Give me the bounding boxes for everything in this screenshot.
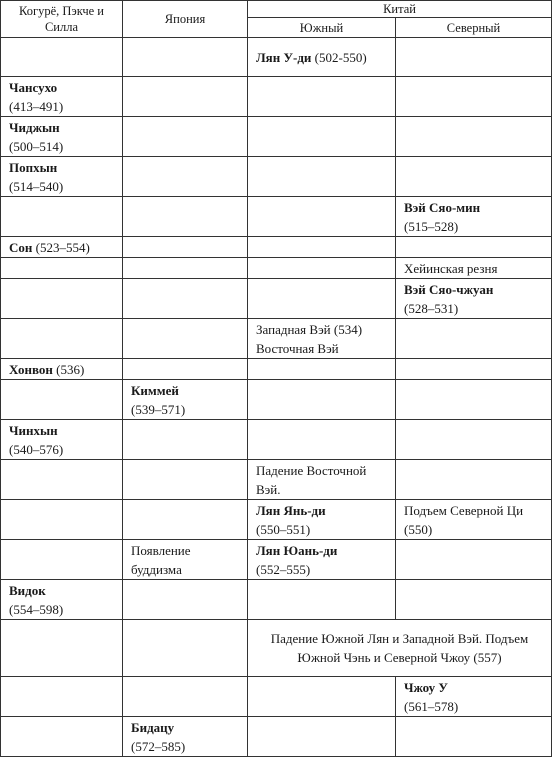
cell-korea: Хонвон (536) <box>1 359 123 380</box>
cell-japan: Киммей (539–571) <box>123 380 248 420</box>
cell-japan <box>123 197 248 237</box>
cell-north: Вэй Сяо-мин (515–528) <box>396 197 552 237</box>
cell-korea <box>1 540 123 580</box>
cell-north: Чжоу У (561–578) <box>396 677 552 717</box>
header-japan: Япония <box>123 1 248 38</box>
cell-korea: Чинхын (540–576) <box>1 420 123 460</box>
cell-japan: Появление буддизма <box>123 540 248 580</box>
cell-korea <box>1 717 123 757</box>
table-row <box>1 580 552 620</box>
cell-japan <box>123 500 248 540</box>
cell-north <box>396 117 552 157</box>
table-row <box>1 319 552 359</box>
cell-korea: Сон (523–554) <box>1 237 123 258</box>
cell-japan <box>123 258 248 279</box>
cell-japan: Бидацу (572–585) <box>123 717 248 757</box>
cell-south <box>248 117 396 157</box>
cell-south: Лян Юань-ди (552–555) <box>248 540 396 580</box>
cell-japan <box>123 117 248 157</box>
cell-north <box>396 580 552 620</box>
cell-south <box>248 258 396 279</box>
table-row <box>1 717 552 757</box>
header-china: Китай <box>248 1 552 18</box>
cell-north <box>396 237 552 258</box>
table-row <box>1 620 552 677</box>
cell-korea <box>1 319 123 359</box>
cell-north <box>396 319 552 359</box>
table-row <box>1 258 552 279</box>
cell-japan <box>123 38 248 77</box>
cell-japan <box>123 460 248 500</box>
cell-japan <box>123 580 248 620</box>
cell-korea <box>1 197 123 237</box>
cell-japan <box>123 319 248 359</box>
cell-korea: Видок (554–598) <box>1 580 123 620</box>
cell-korea <box>1 380 123 420</box>
cell-south <box>248 279 396 319</box>
cell-north <box>396 717 552 757</box>
cell-south <box>248 677 396 717</box>
table-row <box>1 359 552 380</box>
cell-south <box>248 197 396 237</box>
table-row <box>1 237 552 258</box>
table-row <box>1 677 552 717</box>
cell-japan <box>123 677 248 717</box>
table-row <box>1 38 552 77</box>
cell-north: Хейинская резня <box>396 258 552 279</box>
table-row <box>1 197 552 237</box>
cell-north <box>396 540 552 580</box>
cell-korea <box>1 500 123 540</box>
table-row <box>1 157 552 197</box>
cell-japan <box>123 620 248 677</box>
header-south: Южный <box>248 18 396 38</box>
cell-japan <box>123 420 248 460</box>
cell-japan <box>123 237 248 258</box>
table-row <box>1 117 552 157</box>
cell-south <box>248 157 396 197</box>
cell-north <box>396 420 552 460</box>
cell-korea: Попхын (514–540) <box>1 157 123 197</box>
cell-japan <box>123 359 248 380</box>
cell-korea <box>1 279 123 319</box>
cell-south <box>248 580 396 620</box>
cell-korea: Чиджын (500–514) <box>1 117 123 157</box>
cell-north <box>396 77 552 117</box>
cell-north <box>396 359 552 380</box>
cell-south: Лян У-ди (502-550) <box>248 38 396 77</box>
table-row <box>1 279 552 319</box>
cell-south <box>248 359 396 380</box>
cell-south: Западная Вэй (534) Восточная Вэй <box>248 319 396 359</box>
table-row <box>1 460 552 500</box>
cell-korea: Чансухо (413–491) <box>1 77 123 117</box>
cell-south: Падение Восточной Вэй. <box>248 460 396 500</box>
table-row <box>1 380 552 420</box>
table-row <box>1 77 552 117</box>
header-north: Северный <box>396 18 552 38</box>
cell-korea <box>1 677 123 717</box>
cell-south: Лян Янь-ди (550–551) <box>248 500 396 540</box>
cell-japan <box>123 157 248 197</box>
table-row <box>1 420 552 460</box>
cell-south <box>248 380 396 420</box>
cell-south <box>248 420 396 460</box>
header-korea: Когурё, Пэкче и Силла <box>1 1 123 38</box>
cell-north: Подъем Северной Ци (550) <box>396 500 552 540</box>
cell-north <box>396 157 552 197</box>
cell-korea <box>1 460 123 500</box>
cell-korea <box>1 258 123 279</box>
cell-north: Вэй Сяо-чжуан (528–531) <box>396 279 552 319</box>
cell-north <box>396 380 552 420</box>
cell-china-merged: Падение Южной Лян и Западной Вэй. Подъем Южной Чэнь и Северной Чжоу (557) <box>248 620 552 677</box>
cell-south <box>248 77 396 117</box>
cell-north <box>396 38 552 77</box>
cell-south <box>248 717 396 757</box>
cell-north <box>396 460 552 500</box>
table-row <box>1 540 552 580</box>
table-row <box>1 500 552 540</box>
cell-korea <box>1 38 123 77</box>
cell-korea <box>1 620 123 677</box>
cell-south <box>248 237 396 258</box>
cell-japan <box>123 77 248 117</box>
cell-japan <box>123 279 248 319</box>
